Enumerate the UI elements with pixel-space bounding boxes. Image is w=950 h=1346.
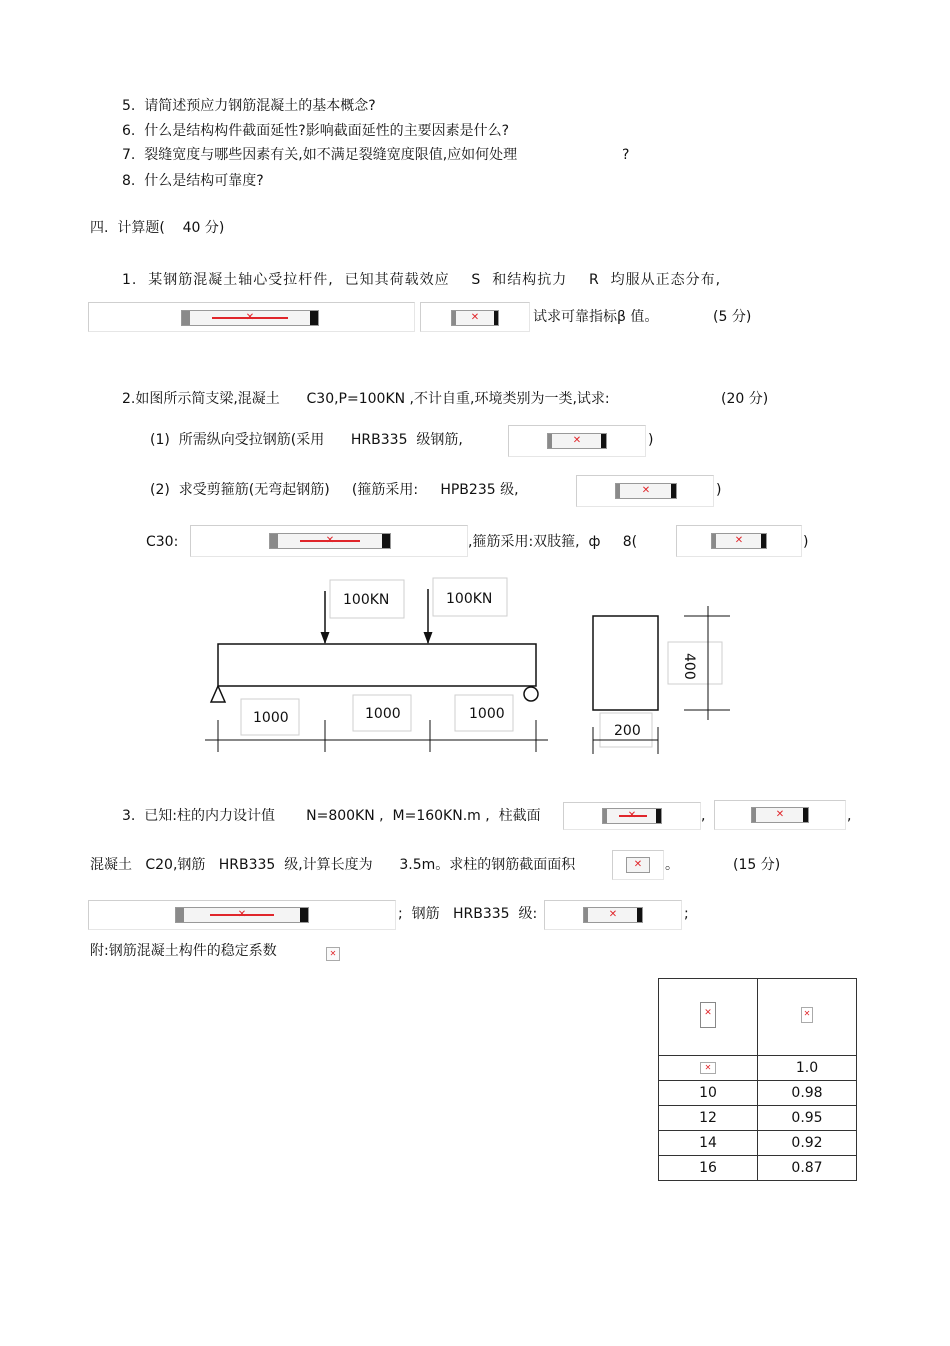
- table-row: [659, 1131, 857, 1156]
- problem-3-text: 3. 已知:柱的内力设计值 N=800KN , M=160KN.m , 柱截面: [122, 808, 541, 824]
- table-cell: 14: [659, 1131, 758, 1156]
- problem-2-intro: 2.如图所示简支梁,混凝土 C30,P=100KN ,不计自重,环境类别为一类,试求:: [122, 391, 610, 407]
- problem-3-comma: ,: [701, 808, 706, 824]
- problem-2-sub1: (1) 所需纵向受拉钢筋(采用 HRB335 级钢筋,: [150, 432, 463, 448]
- problem-3-line2: 混凝土 C20,钢筋 HRB335 级,计算长度为 3.5m。求柱的钢筋截面面积: [90, 857, 576, 873]
- span-label-3: 1000: [469, 706, 505, 722]
- problem-2-sub2: (2) 求受剪箍筋(无弯起钢筋) (箍筋采用: HPB235 级,: [150, 482, 519, 498]
- broken-image-icon: ✕: [245, 312, 255, 323]
- question-7-mark: ?: [622, 147, 630, 163]
- c30-label: C30:: [146, 534, 179, 550]
- span-label-1: 1000: [253, 710, 289, 726]
- broken-image-icon: ✕: [734, 535, 744, 546]
- load-label-1: 100KN: [343, 592, 390, 608]
- table-header-row: [659, 979, 857, 1056]
- broken-image-icon: ✕: [641, 485, 651, 496]
- problem-3-semicolon: ;: [684, 906, 689, 922]
- table-cell: 0.87: [758, 1156, 857, 1181]
- table-cell: 1.0: [758, 1056, 857, 1081]
- broken-image-icon: ✕: [325, 535, 335, 546]
- broken-image-icon: ✕: [608, 909, 618, 920]
- formula-image-box: [544, 900, 682, 930]
- formula-image-box: [563, 802, 701, 830]
- problem-3-rebar: ; 钢筋 HRB335 级:: [398, 906, 538, 922]
- table-header-cell: [659, 979, 758, 1056]
- broken-image-icon: ✕: [633, 859, 643, 870]
- table-row: [659, 1056, 857, 1081]
- broken-image-icon: ✕: [801, 1007, 813, 1023]
- span-label-2: 1000: [365, 706, 401, 722]
- table-cell: 12: [659, 1106, 758, 1131]
- stirrup-text: ,箍筋采用:双肢箍, ф 8(: [468, 534, 638, 550]
- broken-image-icon: ✕: [326, 947, 340, 961]
- table-cell: 10: [659, 1081, 758, 1106]
- problem-3-score: (15 分): [733, 857, 781, 873]
- table-header-cell: [758, 979, 857, 1056]
- broken-image-icon: ✕: [775, 809, 785, 820]
- table-cell: 0.92: [758, 1131, 857, 1156]
- problem-1-score: (5 分): [713, 309, 752, 325]
- broken-image-icon: ✕: [470, 312, 480, 323]
- table-row: [659, 1106, 857, 1131]
- load-arrow-head: [321, 632, 330, 644]
- cross-section: [593, 616, 658, 710]
- formula-image: [583, 907, 643, 923]
- height-label: 400: [681, 653, 697, 680]
- pin-support-icon: [211, 686, 225, 702]
- beam-body: [218, 644, 536, 686]
- problem-2-sub2-close: ): [716, 482, 722, 498]
- formula-image: [626, 857, 650, 873]
- problem-2-score: (20 分): [721, 391, 769, 407]
- problem-3-period: 。: [665, 857, 679, 873]
- problem-1-text: 1. 某钢筋混凝土轴心受拉杆件, 已知其荷载效应 S 和结构抗力 R 均服从正态分布,: [122, 272, 722, 288]
- formula-image-box: [612, 850, 664, 880]
- question-8: 8. 什么是结构可靠度?: [122, 173, 264, 189]
- broken-image-icon: ✕: [237, 909, 247, 920]
- appendix-label: 附:钢筋混凝土构件的稳定系数: [90, 943, 277, 959]
- formula-image-box: [88, 900, 396, 930]
- roller-support-icon: [524, 687, 538, 701]
- width-label: 200: [614, 723, 641, 739]
- section-heading: 四. 计算题( 40 分): [90, 220, 225, 236]
- table-cell: 0.95: [758, 1106, 857, 1131]
- formula-image: [175, 907, 309, 923]
- formula-image-box: [714, 800, 846, 830]
- broken-image-icon: ✕: [700, 1062, 716, 1074]
- table-cell: 0.98: [758, 1081, 857, 1106]
- broken-image-icon: ✕: [572, 435, 582, 446]
- table-row: [659, 1156, 857, 1181]
- stirrup-close: ): [803, 534, 809, 550]
- problem-2-sub1-close: ): [648, 432, 654, 448]
- load-arrow-head: [424, 632, 433, 644]
- stability-table: [658, 978, 857, 1181]
- table-cell: 16: [659, 1156, 758, 1181]
- table-cell: [659, 1056, 758, 1081]
- question-6: 6. 什么是结构构件截面延性?影响截面延性的主要因素是什么?: [122, 123, 510, 139]
- formula-image: [751, 807, 809, 823]
- table-row: [659, 1081, 857, 1106]
- broken-image-icon: ✕: [700, 1002, 716, 1028]
- broken-image-icon: ✕: [627, 810, 637, 821]
- problem-1-tail: 试求可靠指标β 值。: [533, 309, 659, 325]
- load-label-2: 100KN: [446, 591, 493, 607]
- question-7: 7. 裂缝宽度与哪些因素有关,如不满足裂缝宽度限值,应如何处理: [122, 147, 518, 163]
- problem-3-comma: ,: [847, 808, 852, 824]
- question-5: 5. 请简述预应力钢筋混凝土的基本概念?: [122, 98, 376, 114]
- formula-image: [602, 808, 662, 824]
